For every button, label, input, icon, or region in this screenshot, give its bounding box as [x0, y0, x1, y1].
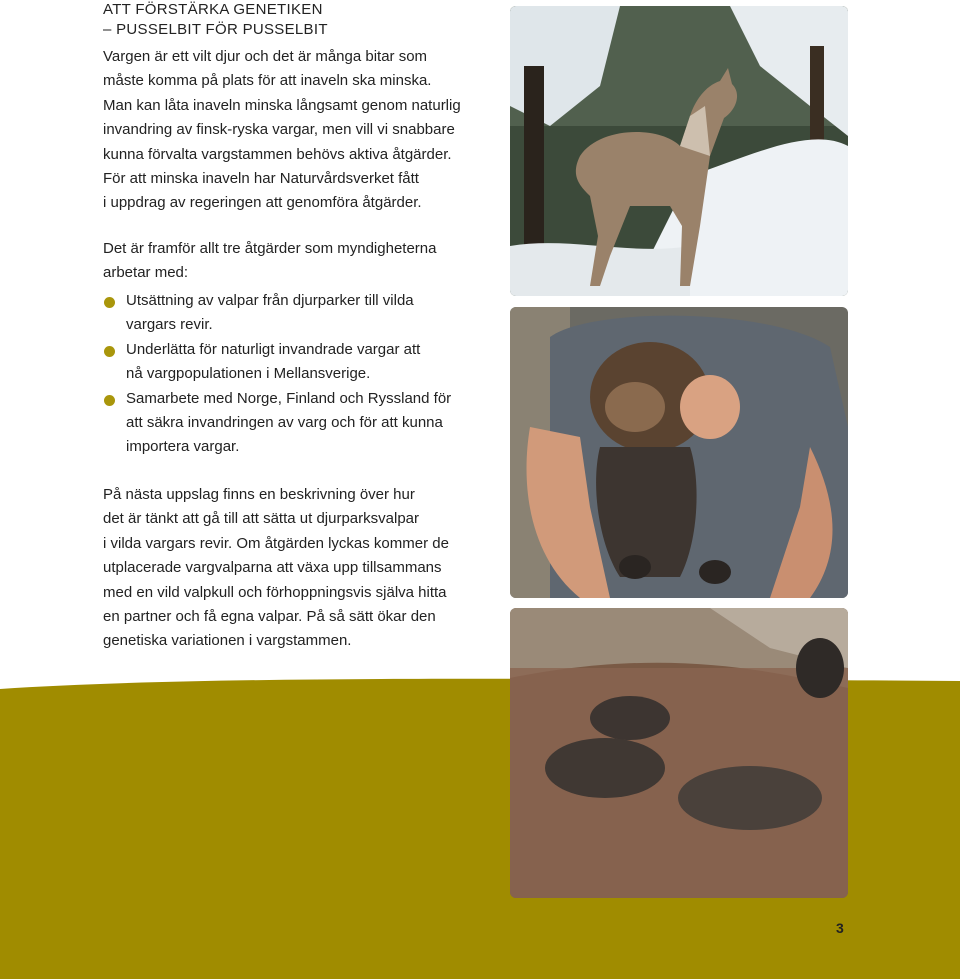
- text-line: det är tänkt att gå till att sätta ut djurparksvalpar: [103, 510, 419, 528]
- text-line: Man kan låta inaveln minska långsamt genom naturlig: [103, 96, 461, 114]
- heading-line-1: ATT FÖRSTÄRKA GENETIKEN: [103, 1, 323, 18]
- text-line: måste komma på plats för att inaveln ska minska.: [103, 72, 432, 90]
- text-line: nå vargpopulationen i Mellansverige.: [126, 365, 371, 383]
- text-line: en partner och få egna valpar. På så sätt ökar den: [103, 608, 436, 626]
- bullet-dot-icon: [104, 346, 115, 357]
- measures-list: [103, 289, 451, 460]
- next-spread-paragraph: [103, 483, 449, 654]
- text-line: Samarbete med Norge, Finland och Ryssland för: [126, 389, 452, 407]
- heading-line-2: – PUSSELBIT FÖR PUSSELBIT: [103, 21, 328, 38]
- text-line: Utsättning av valpar från djurparker till vilda: [126, 292, 414, 309]
- bullet-dot-icon: [104, 395, 115, 406]
- text-line: i uppdrag av regeringen att genomföra åtgärder.: [103, 194, 422, 212]
- pup-held-by-person-photo: [510, 307, 848, 598]
- text-line: invandring av finsk-ryska vargar, men vill vi snabbare: [103, 121, 455, 139]
- text-line: utplacerade vargvalparna att växa upp tillsammans: [103, 559, 442, 577]
- text-line: med en vild valpkull och förhoppningsvis själva hitta: [103, 583, 447, 601]
- list-item: [103, 289, 451, 338]
- section-heading: [103, 0, 493, 40]
- intro-paragraph: [103, 45, 461, 216]
- text-line: Det är framför allt tre åtgärder som myndigheterna: [103, 240, 437, 257]
- text-line: vargars revir.: [126, 316, 213, 334]
- list-item: [103, 387, 451, 460]
- text-line: genetiska variationen i vargstammen.: [103, 632, 352, 650]
- text-line: i vilda vargars revir. Om åtgärden lyckas kommer de: [103, 534, 449, 552]
- text-line: Vargen är ett vilt djur och det är många bitar som: [103, 48, 428, 65]
- measures-intro-paragraph: [103, 237, 436, 286]
- text-line: arbetar med:: [103, 264, 189, 282]
- wolf-in-snow-photo: [510, 6, 848, 296]
- text-line: För att minska inaveln har Naturvårdsverket fått: [103, 170, 419, 188]
- text-line: att säkra invandringen av varg och för att kunna: [126, 414, 443, 432]
- text-line: importera vargar.: [126, 438, 240, 456]
- text-line: kunna förvalta vargstammen behövs aktiva åtgärder.: [103, 145, 452, 163]
- text-line: Underlätta för naturligt invandrade vargar att: [126, 340, 421, 358]
- wolf-pups-photo: [510, 608, 848, 898]
- list-item: [103, 338, 451, 387]
- page-number: 3: [836, 920, 844, 936]
- text-column: [103, 0, 493, 650]
- text-line: På nästa uppslag finns en beskrivning över hur: [103, 486, 415, 503]
- bullet-dot-icon: [104, 297, 115, 308]
